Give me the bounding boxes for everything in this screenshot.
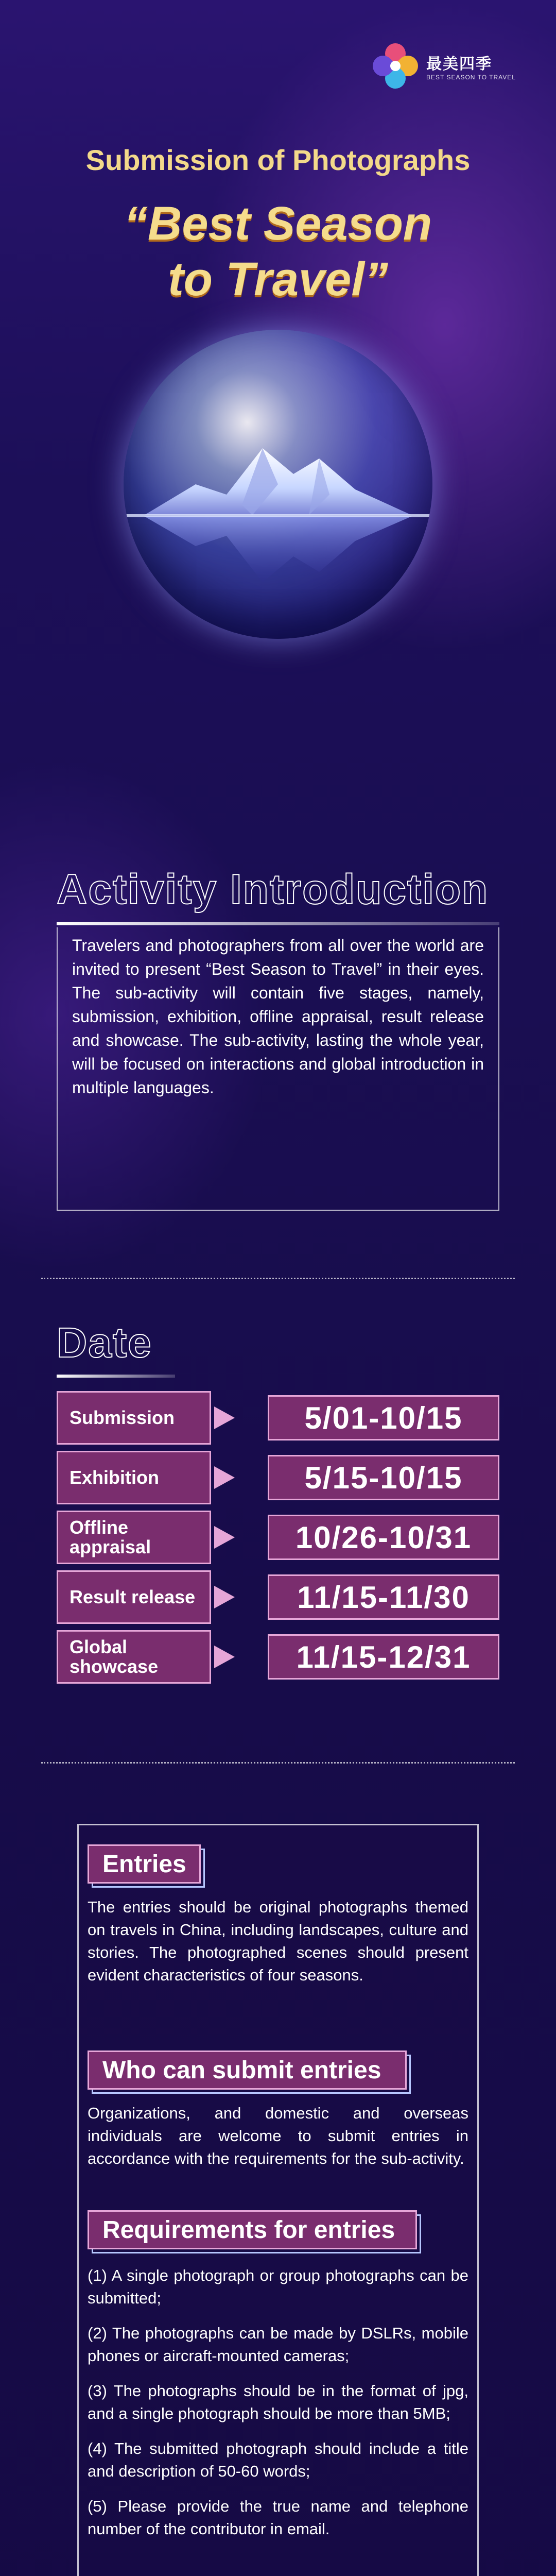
- date-value: 11/15-12/31: [268, 1634, 499, 1680]
- intro-heading-underline: [57, 922, 499, 925]
- date-heading: Date: [57, 1319, 152, 1366]
- entries-paragraph: The entries should be original photographs themed on travels in China, including landscapes, culture and stories. The photographed scenes should present evident characteristics of four seasons.: [88, 1898, 468, 1984]
- requirements-item: (3) The photographs should be in the format of jpg, and a single photograph should be more than 5MB;: [88, 2382, 468, 2422]
- intro-text: Travelers and photographers from all over the world are invited to present “Best Season to Travel” in their eyes. The sub-activity will contain five stages, namely, submission, exhibition, offline appraisal, result release and showcase. The sub-activity, lasting the whole year, will be focused on interactions and global introduction in multiple languages.: [72, 936, 484, 1097]
- date-label: Offline appraisal: [57, 1511, 211, 1564]
- right-arrow-icon: [214, 1526, 235, 1549]
- requirements-item: (5) Please provide the true name and telephone number of the contributor in email.: [88, 2497, 468, 2538]
- who-paragraph: Organizations, and domestic and overseas individuals are welcome to submit entries in accordance with the requirements for the sub-activity.: [88, 2104, 468, 2167]
- divider: [41, 1762, 515, 1764]
- date-row: [57, 1511, 499, 1564]
- brand-logo: [371, 41, 516, 91]
- requirements-item: (1) A single photograph or group photographs can be submitted;: [88, 2266, 468, 2307]
- date-value: 11/15-11/30: [268, 1574, 499, 1620]
- date-value: 10/26-10/31: [268, 1515, 499, 1560]
- crystal-globe-image: [124, 330, 432, 639]
- who-heading: Who can submit entries: [88, 2050, 407, 2090]
- logo-en: BEST SEASON TO TRAVEL: [426, 74, 516, 81]
- logo-cn: 最美四季: [426, 56, 492, 73]
- date-label: Global showcase: [57, 1630, 211, 1684]
- hero-title: [0, 196, 556, 307]
- hero-subtitle: Submission of Photographs: [85, 144, 471, 176]
- date-row: [57, 1451, 499, 1504]
- flower-logo-icon: [371, 41, 420, 91]
- date-row: [57, 1570, 499, 1624]
- intro-heading: Activity Introduction: [57, 866, 489, 913]
- entries-heading: Entries: [88, 1844, 201, 1884]
- requirements-item: (2) The photographs can be made by DSLRs, mobile phones or aircraft-mounted cameras;: [88, 2324, 468, 2365]
- who-text: [88, 2102, 468, 2182]
- date-row: [57, 1630, 499, 1684]
- hero-title-line2: to Travel”: [168, 253, 388, 306]
- right-arrow-icon: [214, 1646, 235, 1668]
- divider: [41, 1278, 515, 1279]
- hero-title-line1: “Best Season: [124, 197, 432, 250]
- date-value: 5/15-10/15: [268, 1455, 499, 1500]
- requirements-heading: Requirements for entries: [88, 2210, 417, 2249]
- right-arrow-icon: [214, 1406, 235, 1429]
- date-heading-underline: [57, 1375, 175, 1378]
- right-arrow-icon: [214, 1466, 235, 1489]
- right-arrow-icon: [214, 1586, 235, 1608]
- requirements-list: [88, 2264, 468, 2553]
- date-label: Result release: [57, 1570, 211, 1624]
- date-label: Submission: [57, 1391, 211, 1445]
- date-row: [57, 1391, 499, 1445]
- date-value: 5/01-10/15: [268, 1395, 499, 1440]
- date-label: Exhibition: [57, 1451, 211, 1504]
- entries-text: [88, 1896, 468, 1999]
- requirements-item: (4) The submitted photograph should include a title and description of 50-60 words;: [88, 2439, 468, 2480]
